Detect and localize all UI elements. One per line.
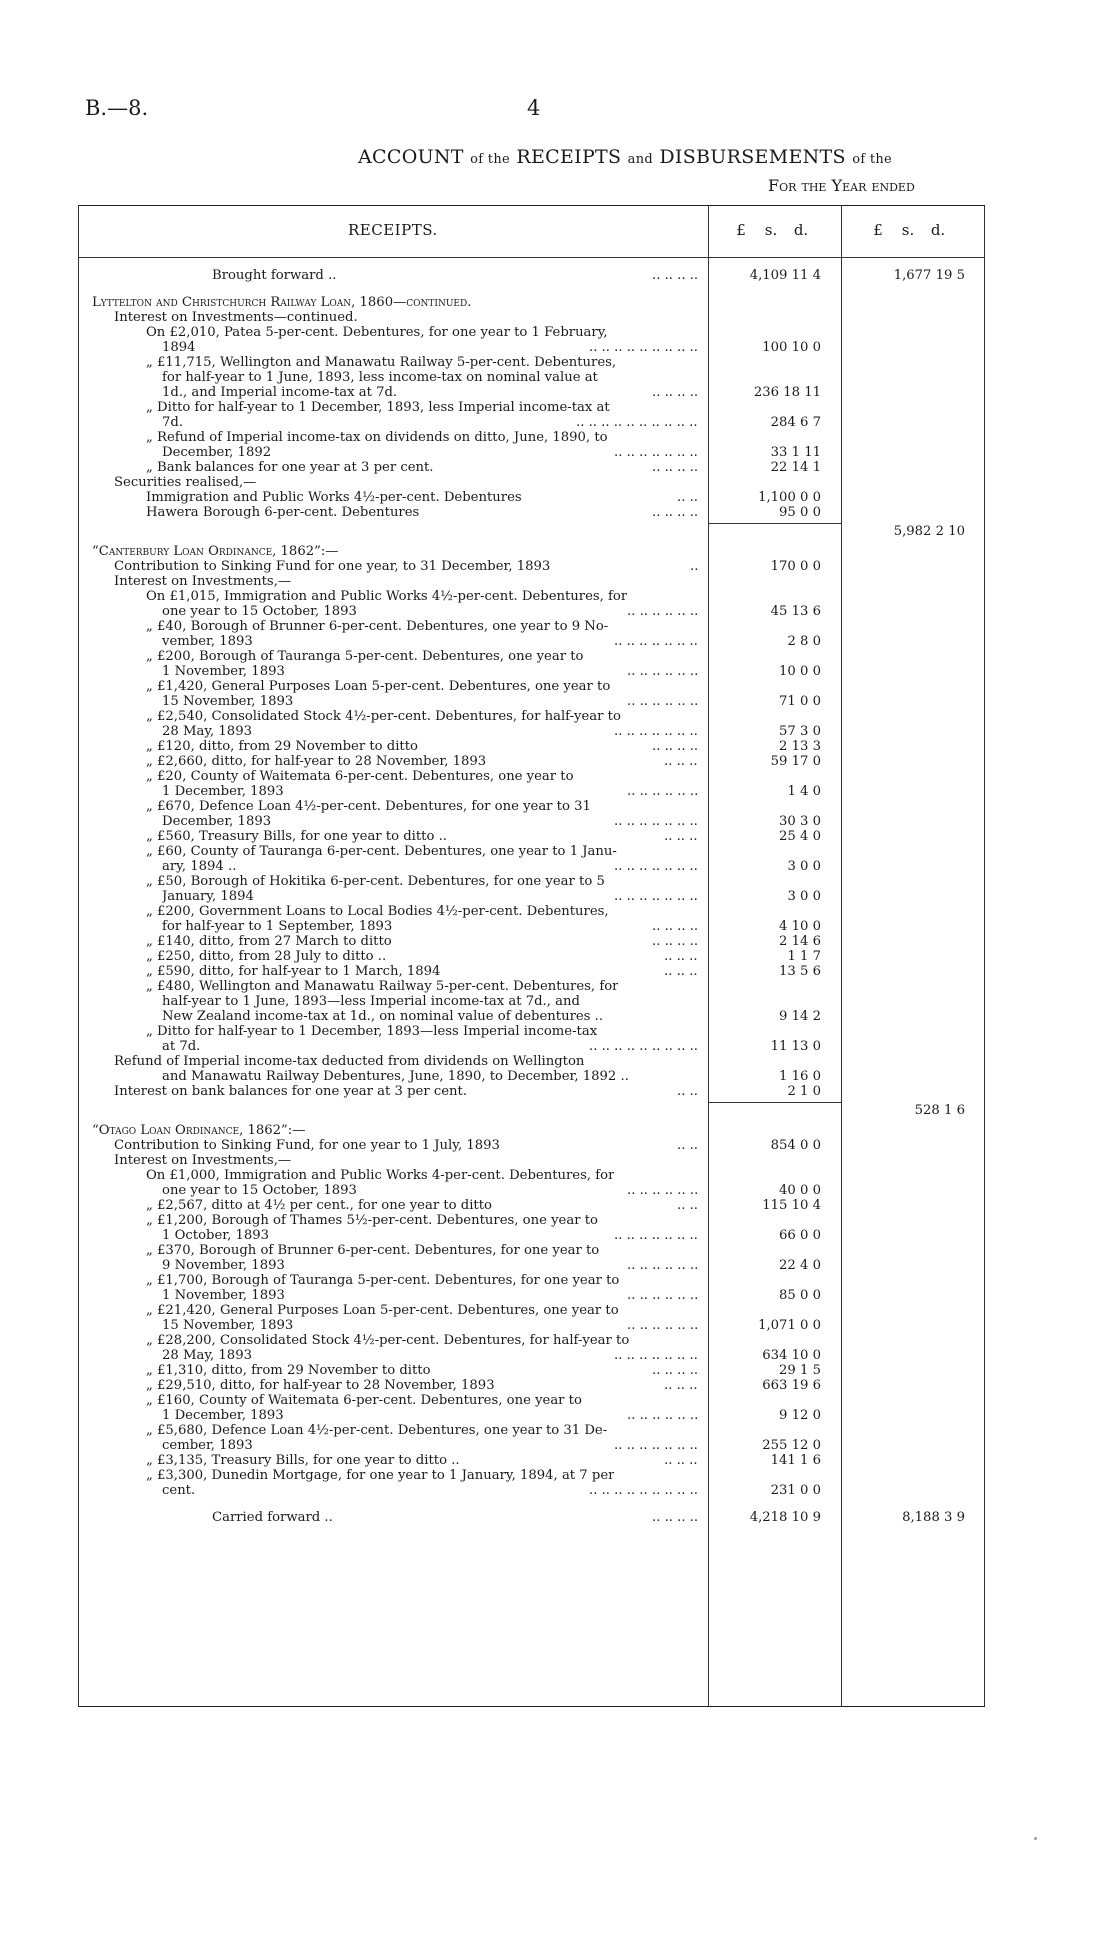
table-row: [78, 430, 985, 445]
column-header-amounts: [726, 221, 826, 239]
leader-dots: .. .. .. .. .. .. ..: [614, 634, 698, 649]
amount-value: 3 0 0: [787, 859, 821, 874]
leader-dots: .. .. .. .. .. .. ..: [614, 1348, 698, 1363]
table-row: [78, 1393, 985, 1408]
row-text: December, 1893: [162, 814, 272, 829]
table-row: [78, 1054, 985, 1069]
table-row: [78, 355, 985, 370]
title-of-the-2: of the: [852, 152, 893, 167]
row-text: Interest on Investments,—: [114, 1153, 292, 1168]
row-text: On £2,010, Patea 5-per-cent. Debentures, for one year to 1 February,: [146, 325, 608, 340]
row-text: On £1,015, Immigration and Public Works 4½-per-cent. Debentures, for: [146, 589, 628, 604]
amount-value: 4,218 10 9: [749, 1510, 821, 1525]
row-text: „ £590, ditto, for half-year to 1 March, 1894: [146, 964, 441, 979]
table-row: [78, 679, 985, 694]
row-text: 1 October, 1893: [162, 1228, 270, 1243]
table-row: [78, 634, 985, 649]
amount-value: 115 10 4: [762, 1198, 821, 1213]
row-text: vember, 1893: [162, 634, 253, 649]
amount-value: 1,100 0 0: [758, 490, 821, 505]
leader-dots: .. .. .. .. .. .. .. .. ..: [589, 340, 698, 355]
row-text: Interest on Investments,—: [114, 574, 292, 589]
row-text: 1 December, 1893: [162, 784, 284, 799]
row-text: Contribution to Sinking Fund, for one year to 1 July, 1893: [114, 1138, 500, 1153]
row-text: 28 May, 1893: [162, 1348, 252, 1363]
leader-dots: .. .. .. ..: [652, 739, 699, 754]
leader-dots: .. .. .. .. .. .. ..: [614, 814, 698, 829]
total-value: 5,982 2 10: [893, 524, 965, 539]
table-row: [78, 1318, 985, 1333]
table-row: [78, 524, 985, 544]
title-of-the: of the: [470, 152, 511, 167]
row-text: 9 November, 1893: [162, 1258, 285, 1273]
leader-dots: .. .. .. .. .. ..: [627, 1288, 699, 1303]
row-text: Interest on bank balances for one year at 3 per cent.: [114, 1084, 468, 1099]
leader-dots: .. .. ..: [664, 964, 698, 979]
table-row: [78, 1483, 985, 1498]
amount-value: 4 10 0: [779, 919, 821, 934]
amount-value: 100 10 0: [762, 340, 821, 355]
table-row: [78, 1039, 985, 1054]
page-title: [358, 146, 892, 168]
leader-dots: .. .. .. .. .. .. .. .. .. ..: [576, 415, 698, 430]
leader-dots: .. .. .. .. .. .. ..: [614, 445, 698, 460]
row-spacer: [78, 1498, 985, 1510]
row-text: „ £480, Wellington and Manawatu Railway 5-per-cent. Debentures, for: [146, 979, 619, 994]
table-row: [78, 1288, 985, 1303]
row-text: „ £2,660, ditto, for half-year to 28 November, 1893: [146, 754, 487, 769]
row-text: Refund of Imperial income-tax deducted from dividends on Wellington: [114, 1054, 585, 1069]
title-receipts: RECEIPTS: [516, 146, 622, 168]
table-row: [78, 1333, 985, 1348]
table-row: [78, 844, 985, 859]
table-row: [78, 919, 985, 934]
row-text: „ Refund of Imperial income-tax on dividends on ditto, June, 1890, to: [146, 430, 608, 445]
leader-dots: .. ..: [677, 1084, 698, 1099]
leader-dots: .. .. .. ..: [652, 934, 699, 949]
header-shilling: s.: [901, 221, 915, 239]
leader-dots: .. .. .. .. .. .. ..: [614, 1438, 698, 1453]
row-text: Immigration and Public Works 4½-per-cent. Debentures: [146, 490, 522, 505]
amount-value: 13 5 6: [779, 964, 821, 979]
table-row: [78, 1123, 985, 1138]
row-text: half-year to 1 June, 1893—less Imperial income-tax at 7d., and: [162, 994, 580, 1009]
row-text: Carried forward ..: [212, 1510, 333, 1525]
amount-value: 59 17 0: [770, 754, 821, 769]
amount-value: 57 3 0: [779, 724, 821, 739]
table-row: [78, 295, 985, 310]
amount-value: 29 1 5: [779, 1363, 821, 1378]
table-row: [78, 994, 985, 1009]
amount-value: 236 18 11: [753, 385, 821, 400]
row-text: „ £120, ditto, from 29 November to ditto: [146, 739, 418, 754]
header-pound: £: [736, 221, 746, 239]
row-text: 28 May, 1893: [162, 724, 252, 739]
leader-dots: .. .. ..: [664, 949, 698, 964]
table-row: [78, 859, 985, 874]
column-header-totals: [863, 221, 973, 239]
receipts-table: [78, 205, 985, 1707]
row-text: “Canterbury Loan Ordinance, 1862”:—: [92, 544, 339, 559]
table-row: [78, 385, 985, 400]
amount-value: 255 12 0: [762, 1438, 821, 1453]
row-text: and Manawatu Railway Debentures, June, 1890, to December, 1892 ..: [162, 1069, 629, 1084]
leader-dots: .. .. ..: [664, 754, 698, 769]
leader-dots: .. ..: [677, 1138, 698, 1153]
leader-dots: .. .. .. .. .. ..: [627, 694, 699, 709]
row-text: „ £670, Defence Loan 4½-per-cent. Debentures, for one year to 31: [146, 799, 591, 814]
table-row: [78, 1213, 985, 1228]
amount-value: 2 13 3: [779, 739, 821, 754]
leader-dots: .. .. .. ..: [652, 505, 699, 520]
amount-value: 231 0 0: [770, 1483, 821, 1498]
row-text: „ £29,510, ditto, for half-year to 28 November, 1893: [146, 1378, 495, 1393]
table-row: [78, 1198, 985, 1213]
row-text: „ £5,680, Defence Loan 4½-per-cent. Debentures, one year to 31 De-: [146, 1423, 608, 1438]
row-text: at 7d.: [162, 1039, 201, 1054]
table-row: [78, 445, 985, 460]
table-row: [78, 460, 985, 475]
row-text: On £1,000, Immigration and Public Works 4-per-cent. Debentures, for: [146, 1168, 615, 1183]
table-row: [78, 1408, 985, 1423]
row-text: „ £1,420, General Purposes Loan 5-per-cent. Debentures, one year to: [146, 679, 611, 694]
table-row: [78, 415, 985, 430]
total-value: 1,677 19 5: [893, 268, 965, 283]
amount-value: 1,071 0 0: [758, 1318, 821, 1333]
table-row: [78, 604, 985, 619]
row-spacer: [78, 283, 985, 295]
row-text: Brought forward ..: [212, 268, 337, 283]
leader-dots: .. .. ..: [664, 1378, 698, 1393]
row-text: 1 November, 1893: [162, 1288, 285, 1303]
row-text: „ £50, Borough of Hokitika 6-per-cent. Debentures, for one year to 5: [146, 874, 605, 889]
table-row: [78, 664, 985, 679]
page-reference: B.—8.: [85, 96, 149, 120]
row-text: 1d., and Imperial income-tax at 7d.: [162, 385, 398, 400]
table-row: [78, 340, 985, 355]
row-text: Contribution to Sinking Fund for one year, to 31 December, 1893: [114, 559, 551, 574]
row-text: Lyttelton and Christchurch Railway Loan, 1860—continued.: [92, 295, 472, 310]
amount-value: 1 1 7: [787, 949, 821, 964]
table-row: [78, 1243, 985, 1258]
leader-dots: .. .. ..: [664, 1453, 698, 1468]
title-disbursements: DISBURSEMENTS: [659, 146, 846, 168]
row-text: „ £200, Borough of Tauranga 5-per-cent. Debentures, one year to: [146, 649, 584, 664]
amount-value: 25 4 0: [779, 829, 821, 844]
table-row: [78, 1168, 985, 1183]
table-row: [78, 784, 985, 799]
row-text: „ £1,310, ditto, from 29 November to ditto: [146, 1363, 431, 1378]
table-row: [78, 814, 985, 829]
table-row: [78, 1024, 985, 1039]
amount-value: 854 0 0: [770, 1138, 821, 1153]
row-text: 15 November, 1893: [162, 694, 294, 709]
amount-value: 40 0 0: [779, 1183, 821, 1198]
amount-value: 85 0 0: [779, 1288, 821, 1303]
leader-dots: .. .. .. .. .. .. .. .. ..: [589, 1483, 698, 1498]
leader-dots: ..: [690, 559, 699, 574]
leader-dots: .. .. .. ..: [652, 460, 699, 475]
row-text: “Otago Loan Ordinance, 1862”:—: [92, 1123, 306, 1138]
table-row: [78, 769, 985, 784]
leader-dots: .. .. .. .. .. ..: [627, 604, 699, 619]
row-text: ary, 1894 ..: [162, 859, 237, 874]
leader-dots: .. .. .. .. .. .. .. .. ..: [589, 1039, 698, 1054]
table-row: [78, 1363, 985, 1378]
row-text: Securities realised,—: [114, 475, 257, 490]
table-row: [78, 574, 985, 589]
table-row: [78, 829, 985, 844]
row-text: „ £1,200, Borough of Thames 5½-per-cent. Debentures, one year to: [146, 1213, 598, 1228]
row-text: cent.: [162, 1483, 196, 1498]
leader-dots: .. .. .. ..: [652, 1510, 699, 1525]
table-row: [78, 979, 985, 994]
header-pound: £: [873, 221, 883, 239]
table-row: [78, 1258, 985, 1273]
table-row: [78, 1423, 985, 1438]
row-text: „ £40, Borough of Brunner 6-per-cent. Debentures, one year to 9 No-: [146, 619, 609, 634]
table-row: [78, 505, 985, 520]
table-row: [78, 370, 985, 385]
leader-dots: .. ..: [677, 1198, 698, 1213]
amount-value: 170 0 0: [770, 559, 821, 574]
row-text: „ £11,715, Wellington and Manawatu Railway 5-per-cent. Debentures,: [146, 355, 617, 370]
column-header-receipts: RECEIPTS.: [348, 221, 438, 239]
row-text: „ Bank balances for one year at 3 per cent.: [146, 460, 434, 475]
table-row: [78, 1438, 985, 1453]
table-row: [78, 589, 985, 604]
table-row: [78, 619, 985, 634]
row-text: one year to 15 October, 1893: [162, 1183, 357, 1198]
amount-value: 9 12 0: [779, 1408, 821, 1423]
row-text: „ £160, County of Waitemata 6-per-cent. Debentures, one year to: [146, 1393, 582, 1408]
leader-dots: .. .. .. ..: [652, 268, 699, 283]
row-text: „ £560, Treasury Bills, for one year to ditto ..: [146, 829, 448, 844]
row-text: Hawera Borough 6-per-cent. Debentures: [146, 505, 420, 520]
table-row: [78, 934, 985, 949]
header-pence: d.: [930, 221, 946, 239]
amount-value: 10 0 0: [779, 664, 821, 679]
table-row: [78, 739, 985, 754]
row-text: „ £20, County of Waitemata 6-per-cent. Debentures, one year to: [146, 769, 574, 784]
amount-value: 3 0 0: [787, 889, 821, 904]
header-pence: d.: [793, 221, 809, 239]
table-row: [78, 1009, 985, 1024]
row-text: „ £3,135, Treasury Bills, for one year to ditto ..: [146, 1453, 460, 1468]
amount-value: 95 0 0: [779, 505, 821, 520]
row-text: New Zealand income-tax at 1d., on nominal value of debentures ..: [162, 1009, 604, 1024]
row-text: „ £370, Borough of Brunner 6-per-cent. Debentures, for one year to: [146, 1243, 600, 1258]
table-row: [78, 724, 985, 739]
row-text: December, 1892: [162, 445, 272, 460]
total-value: 528 1 6: [914, 1103, 965, 1118]
row-text: „ Ditto for half-year to 1 December, 1893, less Imperial income-tax at: [146, 400, 610, 415]
leader-dots: .. .. .. .. .. .. ..: [614, 1228, 698, 1243]
table-row: [78, 1069, 985, 1084]
row-text: for half-year to 1 September, 1893: [162, 919, 393, 934]
table-row: [78, 1183, 985, 1198]
amount-value: 2 8 0: [787, 634, 821, 649]
table-row: [78, 964, 985, 979]
table-row: [78, 400, 985, 415]
row-text: „ £28,200, Consolidated Stock 4½-per-cent. Debentures, for half-year to: [146, 1333, 630, 1348]
amount-value: 2 1 0: [787, 1084, 821, 1099]
header-rule: [78, 257, 985, 258]
leader-dots: .. .. ..: [664, 829, 698, 844]
amount-value: 9 14 2: [779, 1009, 821, 1024]
amount-value: 33 1 11: [770, 445, 821, 460]
amount-value: 284 6 7: [770, 415, 821, 430]
amount-value: 1 16 0: [779, 1069, 821, 1084]
leader-dots: .. .. .. .. .. ..: [627, 1408, 699, 1423]
table-row: [78, 649, 985, 664]
table-row: [78, 310, 985, 325]
table-row: [78, 904, 985, 919]
leader-dots: .. .. .. .. .. ..: [627, 664, 699, 679]
table-row: [78, 754, 985, 769]
row-text: „ £1,700, Borough of Tauranga 5-per-cent. Debentures, for one year to: [146, 1273, 620, 1288]
row-text: cember, 1893: [162, 1438, 253, 1453]
table-row: [78, 799, 985, 814]
leader-dots: .. .. .. .. .. ..: [627, 784, 699, 799]
leader-dots: .. .. .. ..: [652, 385, 699, 400]
amount-value: 71 0 0: [779, 694, 821, 709]
table-row: [78, 694, 985, 709]
table-row: [78, 1510, 985, 1525]
table-row: [78, 1153, 985, 1168]
table-row: [78, 949, 985, 964]
amount-value: 22 14 1: [770, 460, 821, 475]
leader-dots: .. .. .. .. .. ..: [627, 1318, 699, 1333]
leader-dots: .. .. .. .. .. .. ..: [614, 724, 698, 739]
amount-value: 634 10 0: [762, 1348, 821, 1363]
table-body: [78, 268, 985, 1525]
table-row: [78, 1273, 985, 1288]
page-number: 4: [527, 96, 541, 120]
table-row: [78, 1348, 985, 1363]
leader-dots: .. .. .. .. .. ..: [627, 1183, 699, 1198]
leader-dots: .. .. .. .. .. ..: [627, 1258, 699, 1273]
table-row: [78, 1468, 985, 1483]
table-row: [78, 325, 985, 340]
amount-value: 141 1 6: [770, 1453, 821, 1468]
amount-value: 663 19 6: [762, 1378, 821, 1393]
row-text: 7d.: [162, 415, 184, 430]
row-text: „ £2,540, Consolidated Stock 4½-per-cent. Debentures, for half-year to: [146, 709, 621, 724]
table-row: [78, 1228, 985, 1243]
row-text: 15 November, 1893: [162, 1318, 294, 1333]
row-text: 1 December, 1893: [162, 1408, 284, 1423]
row-text: „ £250, ditto, from 28 July to ditto ..: [146, 949, 387, 964]
row-text: January, 1894: [162, 889, 254, 904]
amount-value: 11 13 0: [770, 1039, 821, 1054]
row-text: „ Ditto for half-year to 1 December, 1893—less Imperial income-tax: [146, 1024, 598, 1039]
amount-value: 4,109 11 4: [749, 268, 821, 283]
table-row: [78, 1303, 985, 1318]
row-text: „ £200, Government Loans to Local Bodies 4½-per-cent. Debentures,: [146, 904, 609, 919]
leader-dots: .. ..: [677, 490, 698, 505]
title-account: ACCOUNT: [358, 146, 464, 168]
row-text: 1894: [162, 340, 196, 355]
row-text: Interest on Investments—continued.: [114, 310, 358, 325]
leader-dots: .. .. .. .. .. .. ..: [614, 889, 698, 904]
amount-value: 45 13 6: [770, 604, 821, 619]
table-row: [78, 544, 985, 559]
table-row: [78, 490, 985, 505]
table-row: [78, 709, 985, 724]
leader-dots: .. .. .. ..: [652, 1363, 699, 1378]
table-row: [78, 1453, 985, 1468]
amount-value: 22 4 0: [779, 1258, 821, 1273]
row-text: for half-year to 1 June, 1893, less income-tax on nominal value at: [162, 370, 598, 385]
page-subtitle: For the Year ended: [768, 176, 915, 195]
amount-value: 2 14 6: [779, 934, 821, 949]
row-text: „ £140, ditto, from 27 March to ditto: [146, 934, 392, 949]
header-shilling: s.: [764, 221, 778, 239]
row-text: „ £60, County of Tauranga 6-per-cent. Debentures, one year to 1 Janu-: [146, 844, 617, 859]
row-text: „ £21,420, General Purposes Loan 5-per-cent. Debentures, one year to: [146, 1303, 619, 1318]
amount-value: 1 4 0: [787, 784, 821, 799]
row-text: one year to 15 October, 1893: [162, 604, 357, 619]
row-text: „ £3,300, Dunedin Mortgage, for one year to 1 January, 1894, at 7 per: [146, 1468, 615, 1483]
total-value: 8,188 3 9: [902, 1510, 965, 1525]
row-text: 1 November, 1893: [162, 664, 285, 679]
amount-value: 30 3 0: [779, 814, 821, 829]
table-row: [78, 874, 985, 889]
leader-dots: .. .. .. ..: [652, 919, 699, 934]
amount-value: 66 0 0: [779, 1228, 821, 1243]
table-row: [78, 1138, 985, 1153]
table-row: [78, 889, 985, 904]
table-row: [78, 1084, 985, 1099]
table-row: [78, 1378, 985, 1393]
table-row: [78, 268, 985, 283]
table-row: [78, 559, 985, 574]
table-row: [78, 1103, 985, 1123]
row-text: „ £2,567, ditto at 4½ per cent., for one year to ditto: [146, 1198, 492, 1213]
table-row: [78, 475, 985, 490]
title-and: and: [627, 152, 654, 167]
leader-dots: .. .. .. .. .. .. ..: [614, 859, 698, 874]
stray-mark: [1034, 1837, 1037, 1840]
